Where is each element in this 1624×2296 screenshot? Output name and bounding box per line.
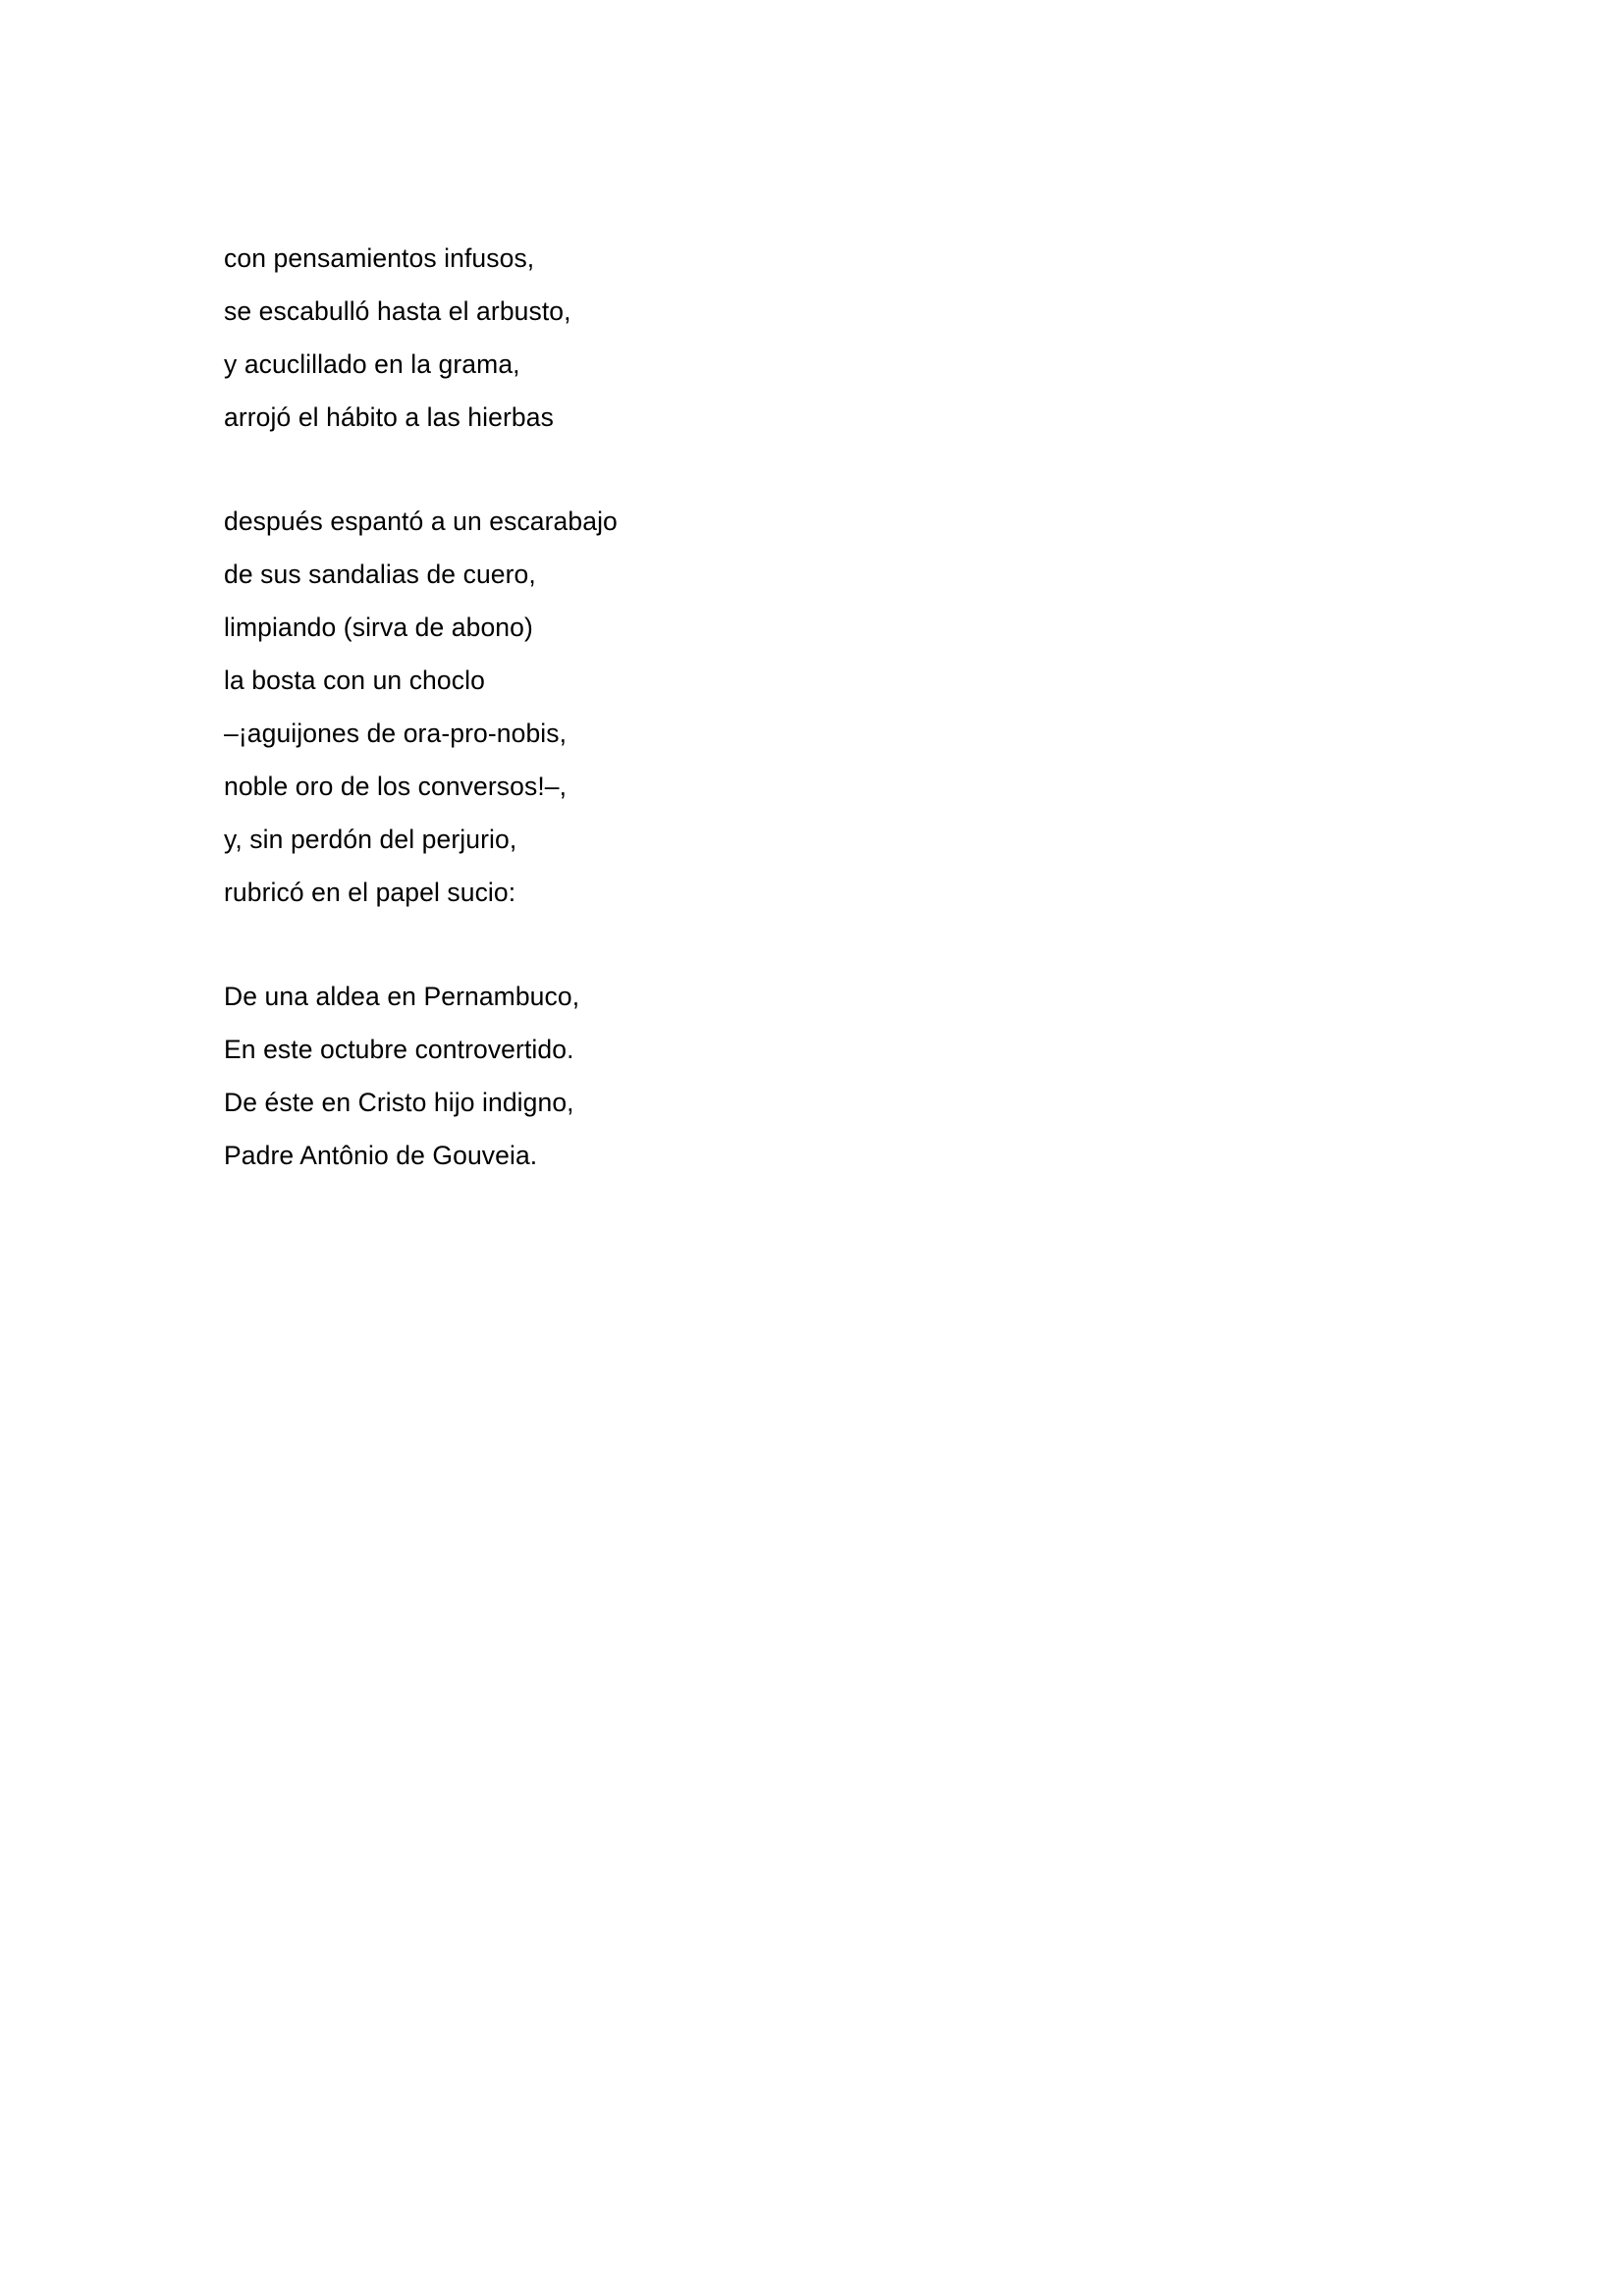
poem-line: y acuclillado en la grama,	[224, 349, 520, 379]
poem-line: la bosta con un choclo	[224, 666, 485, 695]
poem-line: arrojó el hábito a las hierbas	[224, 402, 554, 432]
poem-line: y, sin perdón del perjurio,	[224, 825, 517, 854]
poem-line: noble oro de los conversos!–,	[224, 772, 568, 801]
poem-line: –¡aguijones de ora-pro-nobis,	[224, 719, 568, 748]
poem-line: se escabulló hasta el arbusto,	[224, 296, 571, 326]
poem-line: rubricó en el papel sucio:	[224, 878, 516, 907]
poem-line: con pensamientos infusos,	[224, 243, 535, 273]
poem-line: Padre Antônio de Gouveia.	[224, 1141, 538, 1170]
poem-stanza	[224, 970, 1304, 1182]
poem-stanza	[224, 232, 1304, 444]
poem-line: después espantó a un escarabajo	[224, 507, 618, 536]
poem-line: De una aldea en Pernambuco,	[224, 982, 580, 1011]
poem-stanza	[224, 495, 1304, 919]
poem-line: En este octubre controvertido.	[224, 1035, 574, 1064]
poem-line: de sus sandalias de cuero,	[224, 560, 536, 589]
poem-body	[224, 232, 1304, 1182]
poem-line: limpiando (sirva de abono)	[224, 613, 533, 642]
poem-line: De éste en Cristo hijo indigno,	[224, 1088, 574, 1117]
